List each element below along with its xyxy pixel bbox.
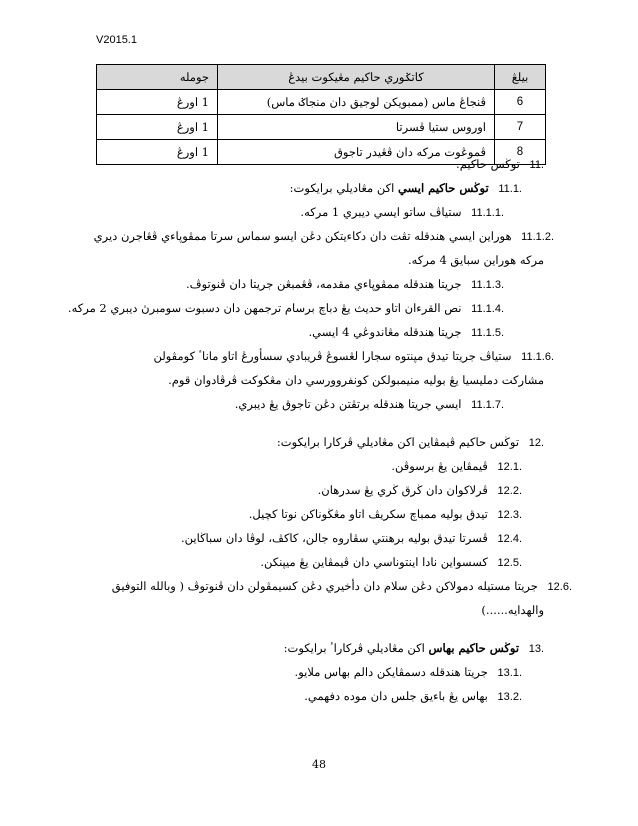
row-number: 8 <box>495 140 546 165</box>
section-heading: توڬس حاکيم بهاس <box>428 641 520 655</box>
item-text: جريتا مستيله دمولاکن دڠن سلام دان دأخيري دڠن کسيمڤولن دان ڤنوتوڤ ( وبالله التوفيق <box>111 579 538 593</box>
item-text: نص القرءان اتاو حديث يڠ دباچ برسام ترجمهن دان دسبوت سومبرڽ ديبري 2 مرکه. <box>67 301 462 315</box>
item-number: 13.1. <box>497 667 522 679</box>
section-number: 11. <box>529 159 544 171</box>
section-gap <box>94 622 544 636</box>
table-row <box>97 115 546 140</box>
page-number: 48 <box>312 758 326 771</box>
item-number: 13.2. <box>497 691 522 703</box>
item-text: ستياڤ جريتا تيدق مڽنتوه سجارا لڠسوڠ ڤريبادي سسأورڠ اتاو ماناٴ کومڤولن <box>153 349 512 363</box>
header-total: جوملە <box>97 65 218 90</box>
section-text: توڬس حاکيم ڤيمڤاين اکن مڠاديلي ڤرکارا برايکوت: <box>276 435 520 449</box>
version-label: V2015.1 <box>96 34 137 46</box>
item-text: ڤرلاکوان دان ڬرق ڬري يڠ سدرهان. <box>317 483 488 497</box>
table-row <box>97 90 546 115</box>
item-12-1 <box>94 454 544 478</box>
item-text: جريتا هندقله مڠاندوڠي 4 ايسي. <box>308 325 462 339</box>
item-number: 11.1.2. <box>521 231 554 243</box>
item-12-6 <box>94 574 594 598</box>
header-category: كاتݢوري حاکيم مڠيکوت بيدڠ <box>218 65 495 90</box>
item-11-1-4 <box>67 296 544 320</box>
item-text: هوراين ايسي هندقله تڤت دان دکاءيتکن دڠن ايسو سماس سرتا ممڤوپاءي ڤڠاجرن ديري <box>93 229 512 243</box>
item-12-4 <box>94 526 544 550</box>
section-gap <box>94 416 544 430</box>
item-number: 12.3. <box>497 509 522 521</box>
section-number: 11.1. <box>498 183 522 195</box>
item-text: جريتا هندقله ممڤوپاءي مقدمه، ڤڠمبڠن جريتا دان ڤنوتوڤ. <box>186 277 462 291</box>
item-11-1-3 <box>94 272 544 296</box>
item-13-1 <box>94 660 544 684</box>
section-11 <box>94 152 544 176</box>
item-number: 11.1.5. <box>471 327 504 339</box>
item-number: 12.2. <box>497 485 522 497</box>
row-number: 6 <box>495 90 546 115</box>
section-heading: توڬس حاکيم ايسي <box>397 181 489 195</box>
item-number: 11.1.1. <box>471 207 504 219</box>
document-body <box>67 152 572 708</box>
item-11-1-6 <box>94 344 594 368</box>
item-text-continued: مشارکت دمليسيا يڠ بوليه منيمبولکن کونفروورسي دان مڠکوکت ڤرڤادوان قوم. <box>168 373 544 387</box>
row-total: 1 اورڠ <box>97 140 218 165</box>
criteria-table <box>96 64 546 165</box>
item-text-continued: والهدايه......) <box>481 603 544 617</box>
item-number: 11.1.4. <box>471 303 504 315</box>
row-number: 7 <box>495 115 546 140</box>
item-11-1-6-continuation <box>94 368 544 392</box>
item-text: ايسي جريتا هندقله برتڤتن دڠن تاجوق يڠ ديبري. <box>234 397 462 411</box>
item-number: 11.1.3. <box>471 279 504 291</box>
item-text: بهاس يڠ باءيق جلس دان موده دفهمي. <box>304 689 488 703</box>
section-text: توڬس حاکيم. <box>456 157 520 171</box>
item-11-1-1 <box>94 200 544 224</box>
item-11-1-7 <box>94 392 544 416</box>
item-11-1-2 <box>94 224 594 248</box>
item-text: تيدق بوليه ممباچ سکريڤ اتاو مڠڬوناکن نوتا کچيل. <box>248 507 488 521</box>
item-number: 11.1.7. <box>471 399 504 411</box>
item-12-2 <box>94 478 544 502</box>
section-number: 13. <box>528 643 544 655</box>
item-number: 11.1.6. <box>521 351 554 363</box>
row-total: 1 اورڠ <box>97 90 218 115</box>
section-12 <box>94 430 544 454</box>
item-text: ستياڤ ساتو ايسي ديبري 1 مرکه. <box>300 205 462 219</box>
row-category: ڤنجاڠ ماس (ممبويکن لوجيق دان منجاݢ ماس) <box>218 90 495 115</box>
section-text: اکن مڠاديلي برايکوت: <box>289 181 395 195</box>
item-number: 12.4. <box>497 533 522 545</box>
item-number: 12.5. <box>497 557 522 569</box>
item-text: ڤسرتا تيدق بوليه برهنتي سڤاروه جالن، کاکڤ، لوڤا دان سباڬاين. <box>180 531 488 545</box>
item-12-3 <box>94 502 544 526</box>
item-12-6-continuation <box>94 598 544 622</box>
section-11-1 <box>94 176 544 200</box>
item-text: جريتا هندقله دسمڤايکن دالم بهاس ملايو. <box>294 665 488 679</box>
item-number: 12.1. <box>497 461 522 473</box>
section-number: 12. <box>528 437 544 449</box>
row-total: 1 اورڠ <box>97 115 218 140</box>
item-text: ڤيمڤاين يڠ برسوڤن. <box>391 459 488 473</box>
item-13-2 <box>94 684 544 708</box>
item-text: کسسواين نادا اينتوناسي دان ڤيمڤاين يڠ ميڽنکن. <box>260 555 488 569</box>
section-13 <box>94 636 544 660</box>
row-category: ڤموڠوت مرکه دان ڤڠيدر تاجوق <box>218 140 495 165</box>
header-number: بيلڠ <box>495 65 546 90</box>
item-11-1-2-continuation <box>94 248 544 272</box>
item-11-1-5 <box>94 320 544 344</box>
item-number: 12.6. <box>547 581 572 593</box>
row-category: اوروس ستيا ڤسرتا <box>218 115 495 140</box>
item-text-continued: مرکه هوراين سبايق 4 مرکه. <box>407 253 544 267</box>
section-text: اکن مڠاديلي ڤرکاراٴ برايکوت: <box>283 641 425 655</box>
item-12-5 <box>94 550 544 574</box>
table-header-row <box>97 65 546 90</box>
